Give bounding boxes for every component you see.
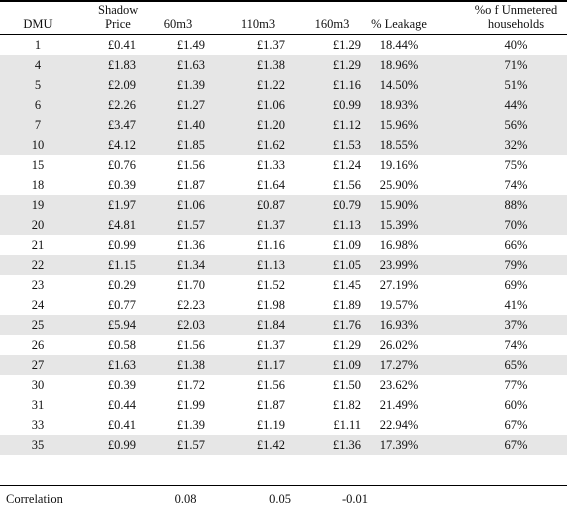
cell-unmetered: 75% [504,158,528,172]
cell-leakage: 18.44% [379,38,419,52]
correlation-110m3: 0.05 [269,492,291,506]
cell-60m3: £1.57 [176,438,205,452]
cell-shadow-price: £4.12 [107,138,136,152]
cell-dmu: 7 [34,118,42,132]
table-row [0,35,567,55]
cell-unmetered: 79% [504,258,528,272]
cell-60m3: £1.06 [176,198,205,212]
cell-160m3: £0.79 [332,198,361,212]
cell-160m3: £1.29 [332,38,361,52]
cell-unmetered: 70% [504,218,528,232]
cell-110m3: £1.37 [256,38,285,52]
table-row [0,175,567,195]
cell-110m3: £1.56 [256,378,285,392]
cell-unmetered: 44% [504,98,528,112]
cell-110m3: £1.64 [256,178,285,192]
cell-dmu: 27 [31,358,45,372]
correlation-160m3: -0.01 [341,492,369,506]
cell-60m3: £1.36 [176,238,205,252]
cell-160m3: £1.29 [332,338,361,352]
header-60m3: 60m3 [163,17,193,31]
cell-160m3: £1.56 [332,178,361,192]
table-row [0,55,567,75]
cell-shadow-price: £5.94 [107,318,136,332]
cell-dmu: 4 [34,58,42,72]
cell-unmetered: 74% [504,178,528,192]
bottom-rule [0,485,567,486]
cell-110m3: £1.87 [256,398,285,412]
cell-160m3: £1.09 [332,358,361,372]
cell-160m3: £1.36 [332,438,361,452]
cell-160m3: £1.09 [332,238,361,252]
cell-160m3: £1.53 [332,138,361,152]
cell-110m3: £1.19 [256,418,285,432]
cell-shadow-price: £0.58 [107,338,136,352]
table-row [0,135,567,155]
table-row [0,435,567,455]
cell-leakage: 23.99% [379,258,419,272]
cell-shadow-price: £1.97 [107,198,136,212]
cell-60m3: £1.57 [176,218,205,232]
table-row [0,95,567,115]
cell-leakage: 15.39% [379,218,419,232]
cell-dmu: 26 [31,338,45,352]
cell-leakage: 25.90% [379,178,419,192]
table-row [0,255,567,275]
cell-60m3: £1.70 [176,278,205,292]
cell-dmu: 24 [31,298,45,312]
cell-shadow-price: £4.81 [107,218,136,232]
cell-shadow-price: £2.09 [107,78,136,92]
cell-unmetered: 74% [504,338,528,352]
header-shadow-price-line2: Price [105,17,131,31]
table-row [0,415,567,435]
cell-110m3: £1.42 [256,438,285,452]
cell-leakage: 19.16% [379,158,419,172]
cell-dmu: 35 [31,438,45,452]
cell-leakage: 16.93% [379,318,419,332]
cell-60m3: £1.56 [176,158,205,172]
cell-160m3: £1.12 [332,118,361,132]
cell-dmu: 5 [34,78,42,92]
cell-shadow-price: £1.15 [107,258,136,272]
cell-leakage: 18.96% [379,58,419,72]
cell-unmetered: 69% [504,278,528,292]
cell-dmu: 33 [31,418,45,432]
table-row [0,235,567,255]
cell-shadow-price: £0.29 [107,278,136,292]
cell-unmetered: 37% [504,318,528,332]
header-110m3: 110m3 [240,17,276,31]
cell-60m3: £2.23 [176,298,205,312]
cell-110m3: £1.84 [256,318,285,332]
cell-160m3: £1.89 [332,298,361,312]
cell-shadow-price: £1.63 [107,358,136,372]
cell-60m3: £1.27 [176,98,205,112]
cell-60m3: £1.34 [176,258,205,272]
cell-shadow-price: £0.44 [107,398,136,412]
cell-shadow-price: £0.99 [107,238,136,252]
cell-leakage: 16.98% [379,238,419,252]
cell-unmetered: 77% [504,378,528,392]
cell-shadow-price: £0.99 [107,438,136,452]
table-header [0,0,567,34]
cell-110m3: £1.37 [256,338,285,352]
cell-160m3: £1.13 [332,218,361,232]
cell-60m3: £1.56 [176,338,205,352]
cell-60m3: £1.63 [176,58,205,72]
cell-110m3: £0.87 [256,198,285,212]
cell-110m3: £1.33 [256,158,285,172]
table-row [0,115,567,135]
cell-110m3: £1.37 [256,218,285,232]
cell-leakage: 27.19% [379,278,419,292]
table-row [0,395,567,415]
cell-60m3: £1.39 [176,78,205,92]
cell-unmetered: 51% [504,78,528,92]
table-row [0,295,567,315]
table-row [0,155,567,175]
cell-leakage: 21.49% [379,398,419,412]
table-row [0,315,567,335]
cell-unmetered: 41% [504,298,528,312]
table-row [0,195,567,215]
cell-leakage: 15.90% [379,198,419,212]
cell-110m3: £1.38 [256,58,285,72]
table-row [0,215,567,235]
cell-110m3: £1.22 [256,78,285,92]
cell-160m3: £1.24 [332,158,361,172]
cell-110m3: £1.20 [256,118,285,132]
cell-160m3: £1.82 [332,398,361,412]
cell-110m3: £1.52 [256,278,285,292]
cell-160m3: £1.29 [332,58,361,72]
table-row [0,355,567,375]
cell-dmu: 18 [31,178,45,192]
header-unmetered-line1: %o f Unmetered [474,3,558,17]
cell-110m3: £1.13 [256,258,285,272]
cell-dmu: 21 [31,238,45,252]
cell-dmu: 1 [34,38,42,52]
cell-unmetered: 67% [504,438,528,452]
header-shadow-price-line1: Shadow [98,3,139,17]
cell-unmetered: 40% [504,38,528,52]
cell-leakage: 23.62% [379,378,419,392]
cell-160m3: £1.50 [332,378,361,392]
cell-110m3: £1.06 [256,98,285,112]
cell-dmu: 30 [31,378,45,392]
cell-leakage: 18.93% [379,98,419,112]
cell-dmu: 19 [31,198,45,212]
cell-160m3: £1.11 [333,418,361,432]
cell-60m3: £1.85 [176,138,205,152]
header-160m3: 160m3 [314,17,350,31]
cell-60m3: £1.72 [176,378,205,392]
table-row [0,75,567,95]
correlation-60m3: 0.08 [174,492,197,506]
cell-dmu: 10 [31,138,45,152]
cell-60m3: £1.99 [176,398,205,412]
cell-leakage: 22.94% [379,418,419,432]
cell-shadow-price: £0.76 [107,158,136,172]
cell-dmu: 6 [34,98,42,112]
cell-60m3: £1.40 [176,118,205,132]
cell-unmetered: 67% [504,418,528,432]
cell-60m3: £1.87 [176,178,205,192]
cell-60m3: £1.38 [176,358,205,372]
cell-shadow-price: £2.26 [107,98,136,112]
cell-shadow-price: £0.41 [107,418,136,432]
table-row [0,335,567,355]
cell-110m3: £1.17 [256,358,285,372]
cell-160m3: £1.45 [332,278,361,292]
cell-dmu: 22 [31,258,45,272]
cell-110m3: £1.98 [256,298,285,312]
cell-leakage: 15.96% [379,118,419,132]
cell-shadow-price: £3.47 [107,118,136,132]
cell-110m3: £1.16 [256,238,285,252]
table-row [0,375,567,395]
table-row [0,275,567,295]
cell-dmu: 23 [31,278,45,292]
cell-160m3: £1.76 [332,318,361,332]
cell-leakage: 17.39% [379,438,419,452]
cell-unmetered: 66% [504,238,528,252]
cell-60m3: £1.49 [176,38,205,52]
cell-110m3: £1.62 [256,138,285,152]
header-leakage: % Leakage [371,17,427,31]
cell-160m3: £0.99 [332,98,361,112]
header-unmetered-line2: households [487,17,545,31]
cell-160m3: £1.05 [332,258,361,272]
cell-unmetered: 88% [504,198,528,212]
cell-unmetered: 56% [504,118,528,132]
cell-leakage: 17.27% [379,358,419,372]
cell-leakage: 18.55% [379,138,419,152]
cell-shadow-price: £0.39 [107,178,136,192]
cell-unmetered: 60% [504,398,528,412]
cell-dmu: 20 [31,218,45,232]
cell-unmetered: 32% [504,138,528,152]
cell-160m3: £1.16 [332,78,361,92]
cell-shadow-price: £0.39 [107,378,136,392]
cell-leakage: 26.02% [379,338,419,352]
header-dmu: DMU [23,17,53,31]
cell-unmetered: 71% [504,58,528,72]
cell-60m3: £1.39 [176,418,205,432]
cell-dmu: 31 [31,398,45,412]
cell-60m3: £2.03 [176,318,205,332]
table-body [0,35,567,455]
cell-shadow-price: £0.77 [107,298,136,312]
cell-shadow-price: £1.83 [107,58,136,72]
cell-dmu: 25 [31,318,45,332]
cell-leakage: 19.57% [379,298,419,312]
cell-unmetered: 65% [504,358,528,372]
cell-dmu: 15 [31,158,45,172]
cell-leakage: 14.50% [379,78,419,92]
correlation-row [0,489,567,509]
correlation-label: Correlation [6,492,63,506]
cell-shadow-price: £0.41 [107,38,136,52]
